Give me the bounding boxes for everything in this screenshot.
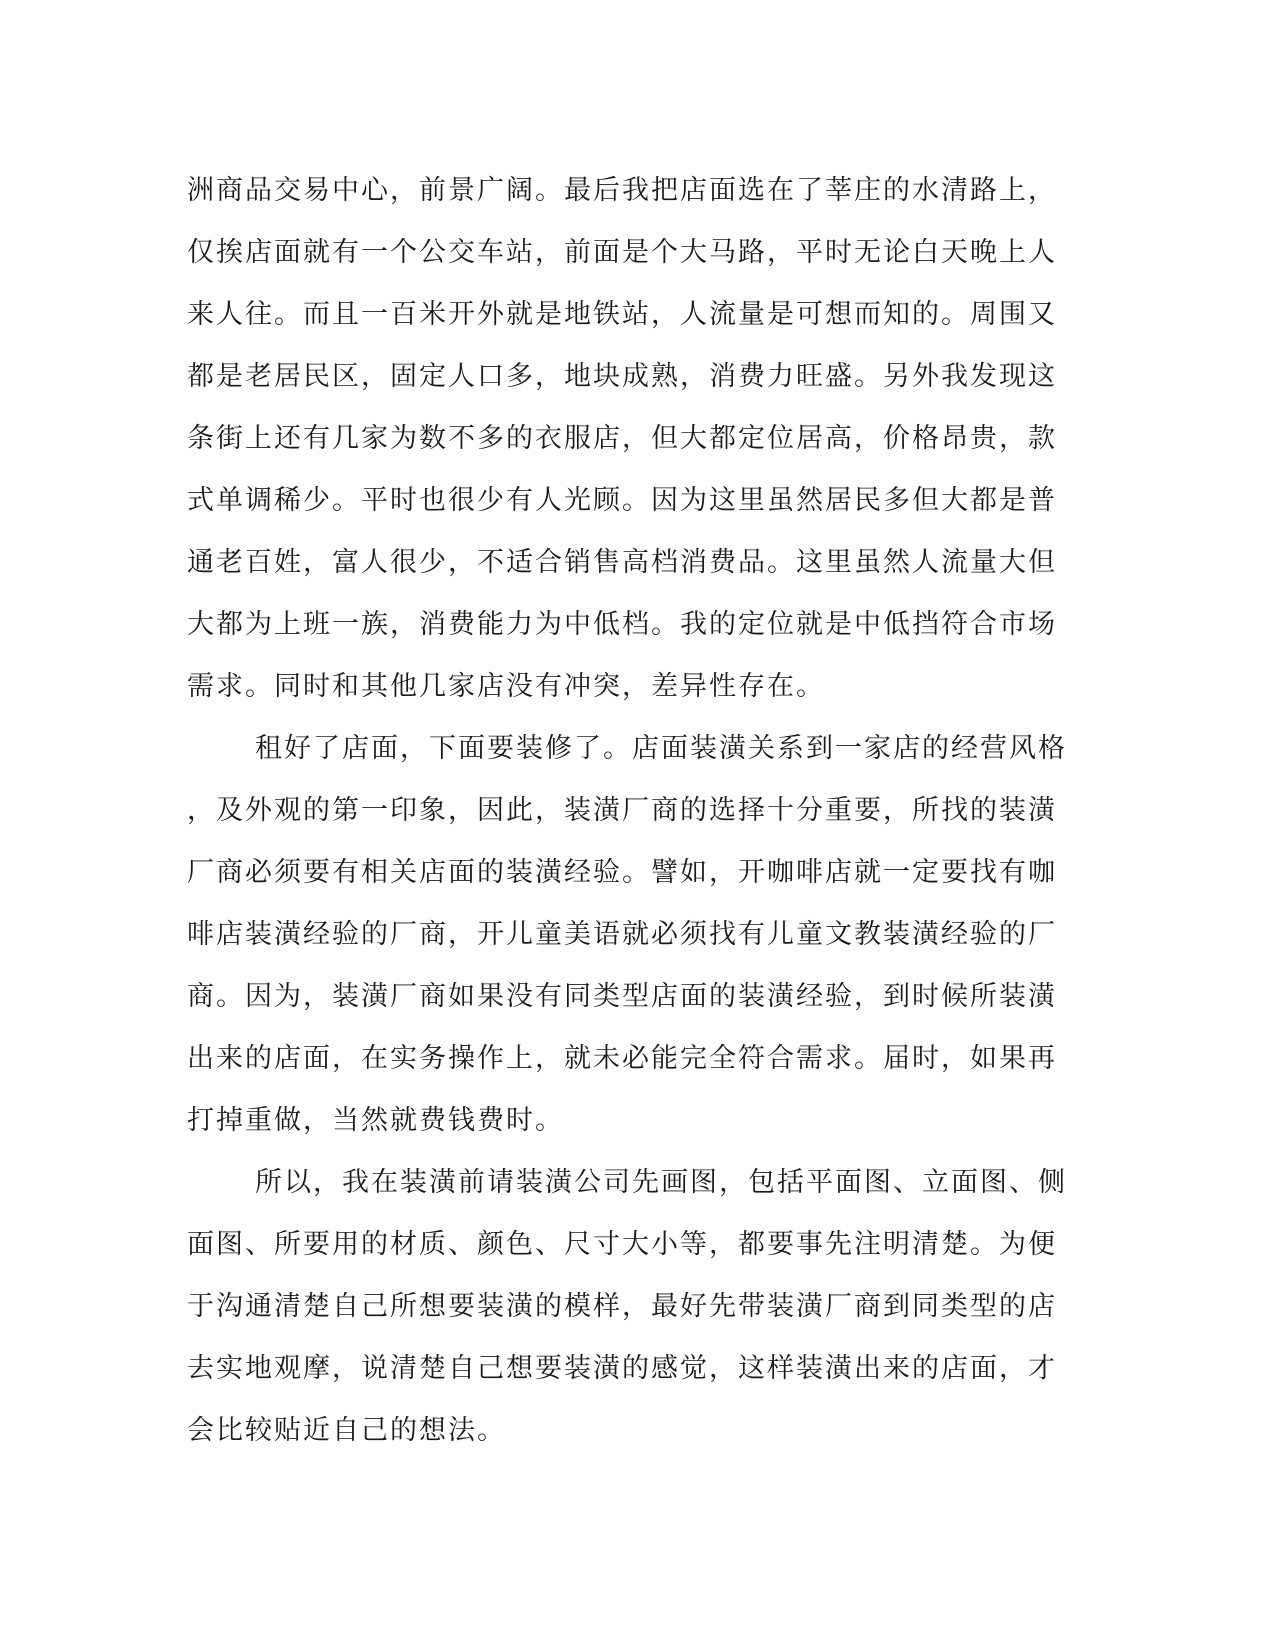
text-line: 啡店装潢经验的厂商，开儿童美语就必须找有儿童文教装潢经验的厂	[187, 919, 1057, 950]
text-line: 来人往。而且一百米开外就是地铁站，人流量是可想而知的。周围又	[187, 299, 1057, 330]
text-line: 于沟通清楚自己所想要装潢的模样，最好先带装潢厂商到同类型的店	[187, 1291, 1057, 1322]
text-line: 租好了店面，下面要装修了。店面装潢关系到一家店的经营风格	[255, 733, 1067, 764]
text-line: 商。因为，装潢厂商如果没有同类型店面的装潢经验，到时候所装潢	[187, 981, 1057, 1012]
text-line: 会比较贴近自己的想法。	[187, 1415, 506, 1446]
text-line: 洲商品交易中心，前景广阔。最后我把店面选在了莘庄的水清路上，	[187, 175, 1057, 206]
paragraph-3	[187, 1152, 1067, 1462]
text-line: 通老百姓，富人很少，不适合销售高档消费品。这里虽然人流量大但	[187, 547, 1057, 578]
text-line: 厂商必须要有相关店面的装潢经验。譬如，开咖啡店就一定要找有咖	[187, 857, 1057, 888]
text-line: 条街上还有几家为数不多的衣服店，但大都定位居高，价格昂贵，款	[187, 423, 1057, 454]
paragraph-2	[187, 718, 1067, 1152]
text-line: ，及外观的第一印象，因此，装潢厂商的选择十分重要，所找的装潢	[187, 795, 1057, 826]
text-line: 面图、所要用的材质、颜色、尺寸大小等，都要事先注明清楚。为便	[187, 1229, 1057, 1260]
body-text	[187, 160, 1067, 1462]
text-line: 都是老居民区，固定人口多，地块成熟，消费力旺盛。另外我发现这	[187, 361, 1057, 392]
text-line: 需求。同时和其他几家店没有冲突，差异性存在。	[187, 671, 825, 702]
text-line: 大都为上班一族，消费能力为中低档。我的定位就是中低挡符合市场	[187, 609, 1057, 640]
text-line: 出来的店面，在实务操作上，就未必能完全符合需求。届时，如果再	[187, 1043, 1057, 1074]
text-line: 仅挨店面就有一个公交车站，前面是个大马路，平时无论白天晚上人	[187, 237, 1057, 268]
text-line: 所以，我在装潢前请装潢公司先画图，包括平面图、立面图、侧	[255, 1167, 1067, 1198]
text-line: 式单调稀少。平时也很少有人光顾。因为这里虽然居民多但大都是普	[187, 485, 1057, 516]
text-line: 去实地观摩，说清楚自己想要装潢的感觉，这样装潢出来的店面，才	[187, 1353, 1057, 1384]
text-line: 打掉重做，当然就费钱费时。	[187, 1105, 564, 1136]
paragraph-1	[187, 160, 1057, 718]
